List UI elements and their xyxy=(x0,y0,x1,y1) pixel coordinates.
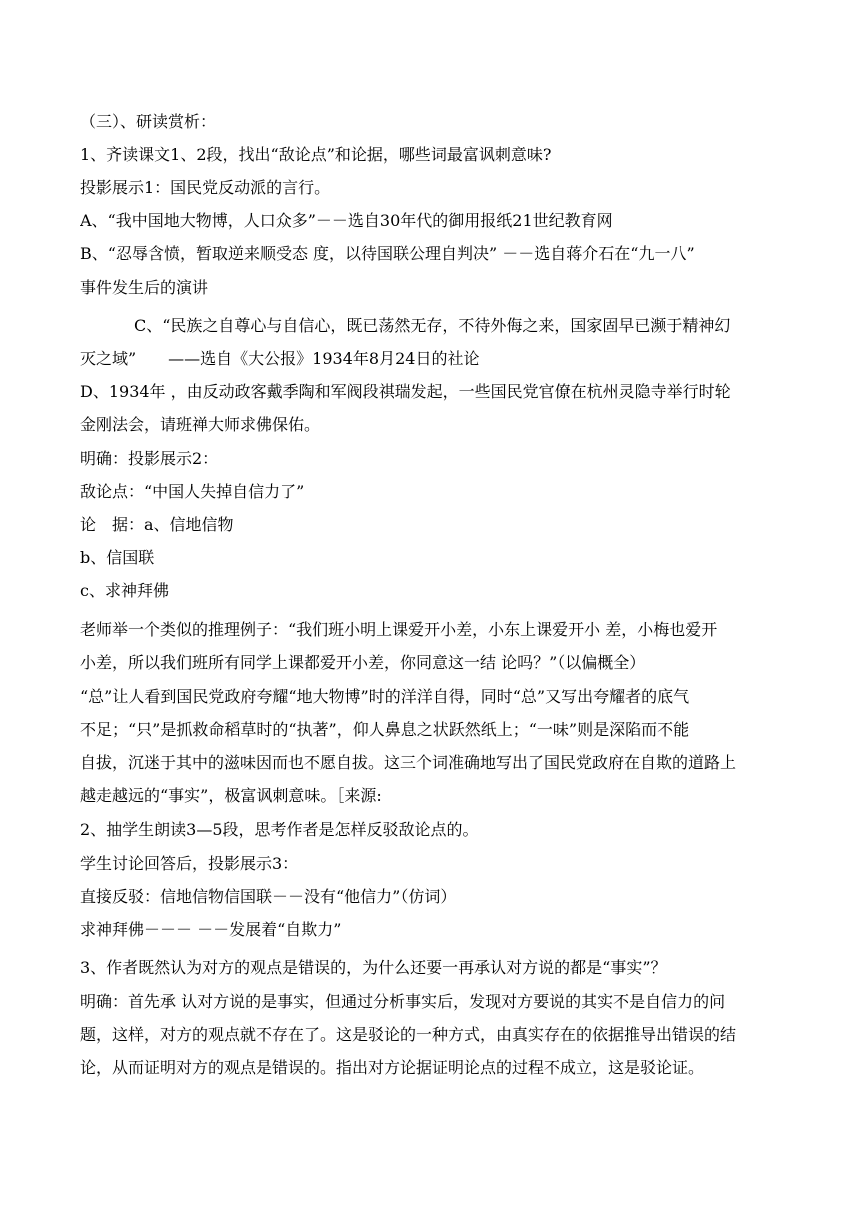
teacher-example: 老师举一个类似的推理例子：“我们班小明上课爱开小差，小东上课爱开小 差，小梅也爱开 xyxy=(80,620,718,639)
analysis-paragraph-4: 越走越远的“事实”，极富讽刺意味。［来源: xyxy=(80,786,382,805)
question-2: 2、抽学生朗读3—5段，思考作者是怎样反驳敌论点的。 xyxy=(80,820,479,839)
analysis-paragraph-1: “总”让人看到国民党政府夸耀“地大物博”时的洋洋自得，同时“总”又写出夸耀者的底气 xyxy=(80,687,690,706)
direct-rebuttal-continued: 求神拜佛－－－ －－发展着“自欺力” xyxy=(80,920,342,939)
projection-3-heading: 学生讨论回答后，投影展示3： xyxy=(80,854,299,873)
teacher-example-continued: 小差，所以我们班所有同学上课都爱开小差，你同意这一结 论吗？”（以偏概全） xyxy=(80,653,646,672)
quote-a: A、“我中国地大物博，人口众多”－－选自30年代的御用报纸21世纪教育网 xyxy=(80,211,613,230)
evidence-a: 论 据：a、信地信物 xyxy=(80,515,234,534)
analysis-paragraph-3: 自拔，沉迷于其中的滋味因而也不愿自拔。这三个词准确地写出了国民党政府在自欺的道路上 xyxy=(80,753,737,772)
quote-b-continued: 事件发生后的演讲 xyxy=(80,278,209,297)
quote-c-continued: 灭之域” ——选自《大公报》1934年8月24日的社论 xyxy=(80,349,480,368)
evidence-c: c、求神拜佛 xyxy=(80,581,169,600)
analysis-paragraph-2: 不足；“只”是抓救命稻草时的“执著”，仰人鼻息之状跃然纸上；“一味”则是深陷而不能 xyxy=(80,720,690,739)
clarification-3-end: 论，从而证明对方的观点是错误的。指出对方论据证明论点的过程不成立，这是驳论证。 xyxy=(80,1058,705,1077)
question-1: 1、齐读课文1、2段，找出“敌论点”和论据，哪些词最富讽刺意味? xyxy=(80,145,552,164)
clarification-3: 明确：首先承 认对方说的是事实，但通过分析事实后，发现对方要说的其实不是自信力的问 xyxy=(80,992,726,1011)
quote-d: D、1934年 ，由反动政客戴季陶和军阀段祺瑞发起，一些国民党官僚在杭州灵隐寺举行时轮 xyxy=(80,382,731,401)
direct-rebuttal: 直接反驳：信地信物信国联－－没有“他信力”（仿词） xyxy=(80,887,457,906)
quote-c: C、“民族之自尊心与自信心，既已荡然无存，不待外侮之来，国家固早已濒于精神幻 xyxy=(134,316,731,335)
clarification-2: 明确：投影展示2： xyxy=(80,449,219,468)
clarification-3-continued: 题，这样，对方的观点就不存在了。这是驳论的一种方式，由真实存在的依据推导出错误的结 xyxy=(80,1025,737,1044)
quote-b: B、“忍辱含愤，暂取逆来顺受态 度，以待国联公理自判决” －－选自蒋介石在“九一八” xyxy=(80,244,695,263)
quote-d-continued: 金刚法会，请班禅大师求佛保佑。 xyxy=(80,415,321,434)
evidence-b: b、信国联 xyxy=(80,548,155,567)
projection-1-heading: 投影展示1：国民党反动派的言行。 xyxy=(80,178,331,197)
opposing-thesis: 敌论点：“中国人失掉自信力了” xyxy=(80,482,305,501)
question-3: 3、作者既然认为对方的观点是错误的，为什么还要一再承认对方说的都是“事实”？ xyxy=(80,958,667,977)
section-heading: （三）、研读赏析： xyxy=(80,112,217,131)
